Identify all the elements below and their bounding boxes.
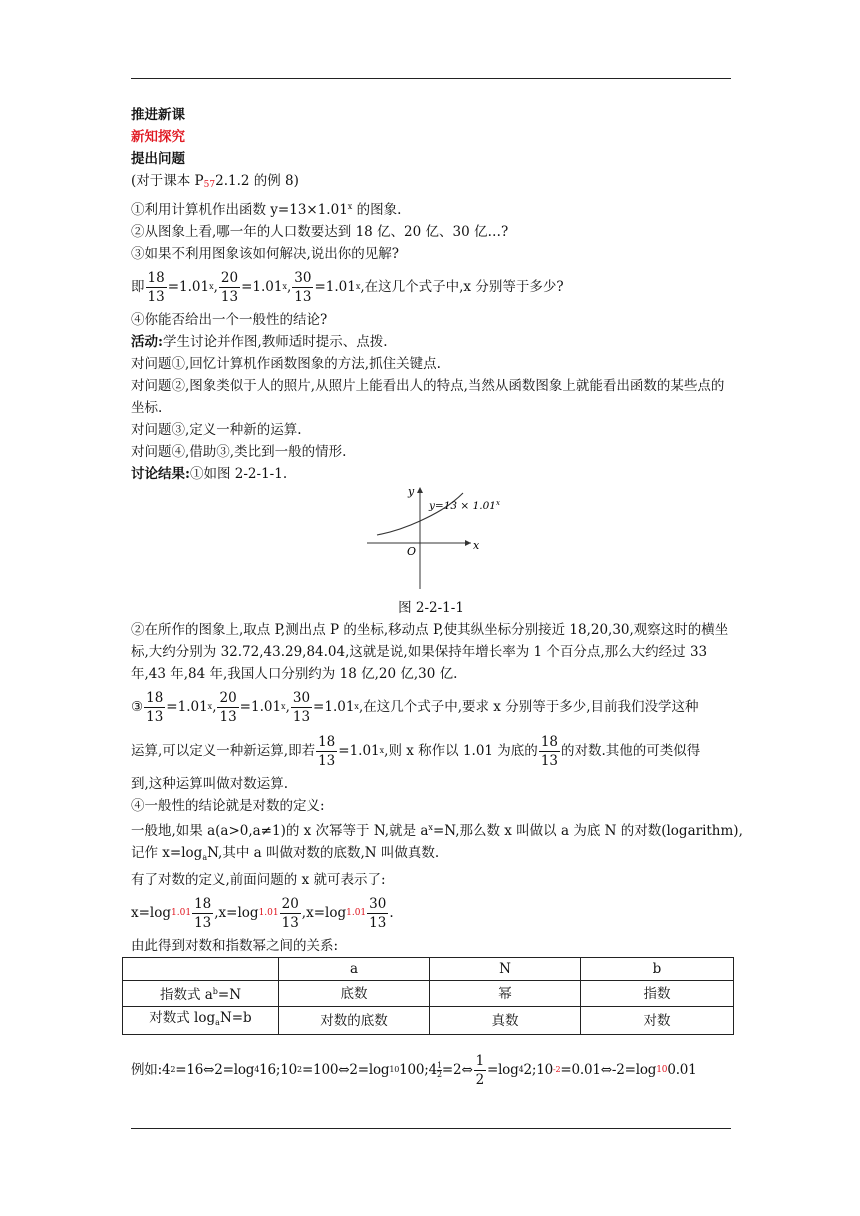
exponent-one-half: $\frac{1}{2}$ (437, 1060, 442, 1079)
activity: 活动:学生讨论并作图,教师适时提示、点拨. (131, 334, 388, 350)
fraction-20-13: $\frac{20}{13}$ (281, 895, 299, 931)
result-3-end: 到,这种运算叫做对数运算. (131, 776, 289, 792)
fraction-20-13: $\frac{20}{13}$ (220, 269, 239, 305)
fraction-30-13: $\frac{30}{13}$ (294, 269, 312, 305)
fraction-20-13: $\frac{20}{13}$ (219, 689, 237, 725)
result-4: ④一般性的结论就是对数的定义: (131, 798, 325, 814)
fraction-30-13: $\frac{30}{13}$ (292, 689, 311, 725)
textbook-reference: (对于课本 P572.1.2 的例 8) (131, 173, 299, 190)
fraction-18-13: $\frac{18}{13}$ (147, 269, 165, 305)
fraction-18-13: $\frac{18}{13}$ (194, 895, 212, 931)
topic-heading: 提出问题 (131, 151, 185, 167)
function-graph (131, 485, 731, 597)
section-heading: 推进新课 (131, 107, 185, 123)
answer-2: 对问题②,图象类似于人的照片,从照片上能看出人的特点,当然从函数图象上就能看出函数的某些点的坐标. (131, 378, 725, 416)
log-notation: 记作 $x=\log_aN$,其中 a 叫做对数的底数,N 叫做真数. (131, 845, 440, 862)
table-row: 指数式 $a^b=N$ 底数 幂 指数 (123, 981, 734, 1007)
after-definition: 有了对数的定义,前面问题的 x 就可表示了: (131, 872, 386, 888)
answer-4: 对问题④,借助③,类比到一般的情形. (131, 444, 347, 460)
fraction-30-13: $\frac{30}{13}$ (369, 895, 387, 931)
fraction-18-13: $\frac{18}{13}$ (146, 689, 164, 725)
x-axis-arrow (465, 540, 471, 546)
question-4: ④你能否给出一个一般性的结论? (131, 312, 328, 328)
answer-1: 对问题①,回忆计算机作函数图象的方法,抓住关键点. (131, 356, 441, 372)
header-rule (131, 78, 731, 79)
document-body (131, 104, 743, 1095)
log-expressions: x=log 1.01 $\frac{18}{13}$ ,x=log 1.01 $\frac{20}{13}$ ,x=log 1.01 $\frac{30}{13}$ . (131, 895, 394, 931)
question-1: ①利用计算机作出函数 $y=13\times 1.01^x$ 的图象. (131, 202, 402, 218)
table-row: 对数式 $\log_aN=b$ 对数的底数 真数 对数 (123, 1007, 734, 1035)
example-line: 例如:4 2 =16 ⇔ 2=log 4 16;10 2 =100 ⇔ 2=log 10 100;4 $\frac{1}{2}$ =2 ⇔ $\frac{1}{2}$ =log 4 2;10 -2 =0.01 ⇔ -2=log 10 0.01 (131, 1052, 697, 1088)
equation-line-2: ③ $\frac{18}{13}$ =1.01 x , $\frac{20}{13}$ =1.01 x , $\frac{30}{13}$ =1.01 x ,在这几个式子中,要求 x 分别等于多少,目前我们没学这种 (131, 689, 699, 725)
equation-line-1: 即 $\frac{18}{13}$ =1.01 x , $\frac{20}{13}$ =1.01 x , $\frac{30}{13}$ =1.01 x ,在这几个式子中,x 分别等于多少? (131, 269, 564, 305)
result-2: ②在所作的图象上,取点 P,测出点 P 的坐标,移动点 P,使其纵坐标分别接近 18,20,30,观察这时的横坐标,大约分别为 32.72,43.29,84.04,这就是说,如果保持年增长率为 1 个百分点,那么大约经过 33 年,43 年,84 年,我国人口分别约为 18 亿,20 亿,30 亿. (131, 622, 729, 682)
origin-label: O (407, 545, 417, 558)
relation-intro: 由此得到对数和指数幂之间的关系: (131, 938, 339, 954)
fraction-18-13: $\frac{18}{13}$ (540, 733, 558, 769)
subsection-heading: 新知探究 (131, 129, 185, 145)
footer-rule (131, 1128, 731, 1129)
table-header-row: a N b (123, 958, 734, 981)
discussion-result: 讨论结果:①如图 2-2-1-1. (131, 466, 288, 482)
y-axis-label: y (408, 485, 415, 498)
question-3: ③如果不利用图象该如何解决,说出你的见解? (131, 246, 400, 262)
figure-caption: 图 2-2-1-1 (398, 600, 464, 616)
equation-line-3: 运算,可以定义一种新运算,即若 $\frac{18}{13}$ =1.01 x ,则 x 称作以 1.01 为底的 $\frac{18}{13}$ 的对数.其他的可类似得 (131, 733, 701, 769)
fraction-18-13: $\frac{18}{13}$ (318, 733, 336, 769)
curve-label: $y=13 \times 1.01^x$ (429, 499, 500, 512)
y-axis-arrow (417, 487, 423, 493)
function-graph-figure (131, 485, 731, 597)
log-definition: 一般地,如果 a(a>0,a≠1)的 x 次幂等于 N,就是 $a^x=N$,那么数 x 叫做以 a 为底 N 的对数(logarithm), (131, 823, 743, 839)
question-2: ②从图象上看,哪一年的人口数要达到 18 亿、20 亿、30 亿…? (131, 224, 509, 240)
x-axis-label: x (473, 539, 480, 552)
fraction-1-2: $\frac{1}{2}$ (475, 1052, 484, 1088)
relation-table (122, 957, 734, 1035)
answer-3: 对问题③,定义一种新的运算. (131, 422, 302, 438)
